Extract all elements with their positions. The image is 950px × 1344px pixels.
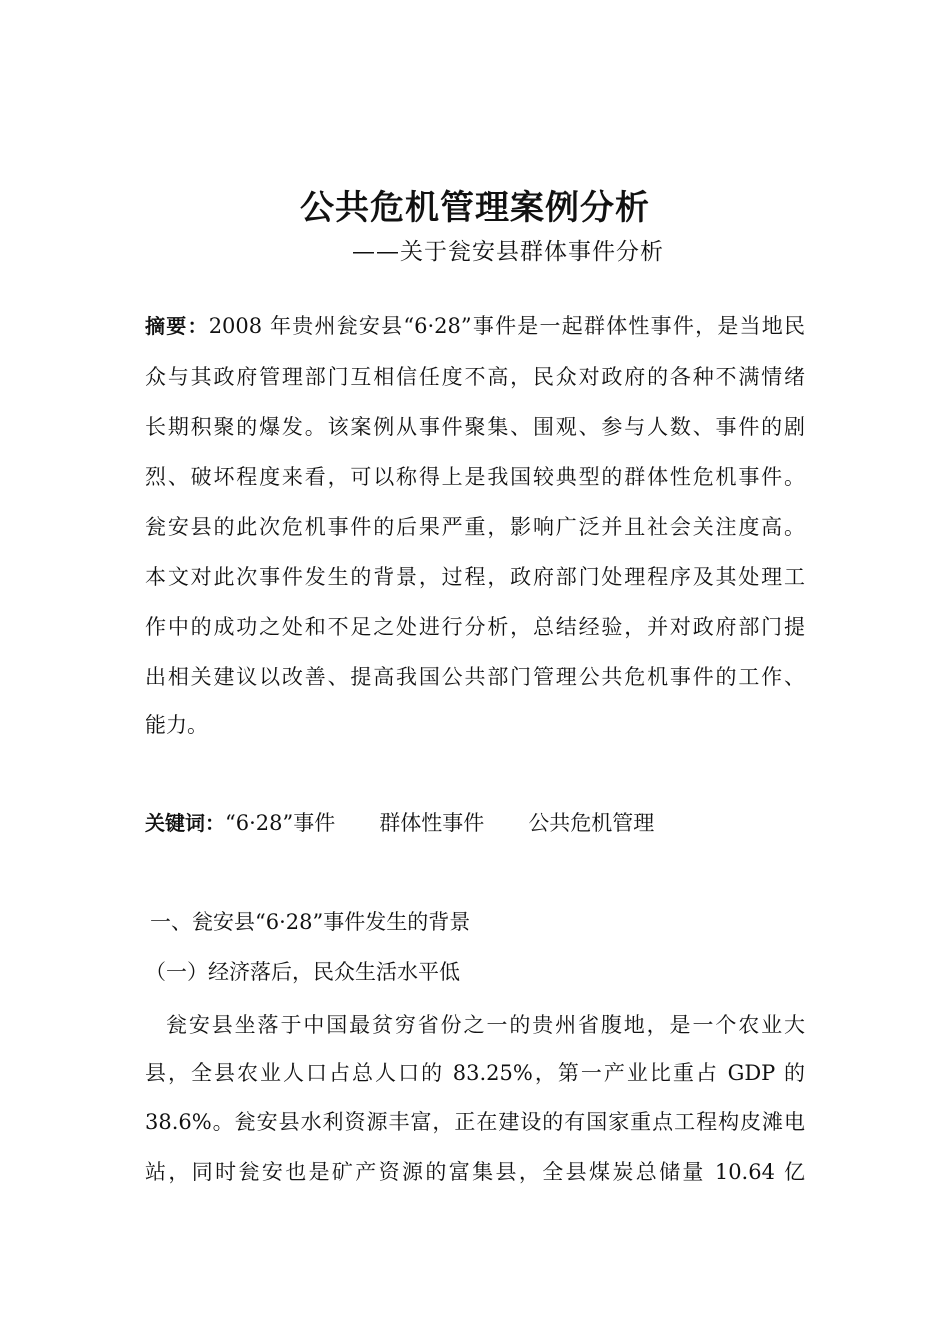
abstract-line: 出相关建议以改善、提高我国公共部门管理公共危机事件的工作、 bbox=[145, 665, 805, 689]
keyword-item: “6·28”事件 bbox=[225, 811, 336, 835]
keyword-item: 公共危机管理 bbox=[528, 811, 655, 835]
paragraph-line: 县，全县农业人口占总人口的 83.25%，第一产业比重占 GDP 的 bbox=[145, 1061, 805, 1085]
keyword-item: 群体性事件 bbox=[379, 811, 485, 835]
section-subheading: （一）经济落后，民众生活水平低 bbox=[145, 960, 460, 984]
paragraph-line: 站，同时瓮安也是矿产资源的富集县，全县煤炭总储量 10.64 亿 bbox=[145, 1160, 805, 1184]
abstract-line: 众与其政府管理部门互相信任度不高，民众对政府的各种不满情绪 bbox=[145, 365, 805, 389]
paragraph-line: 38.6%。瓮安县水利资源丰富，正在建设的有国家重点工程构皮滩电 bbox=[145, 1110, 805, 1134]
keywords-label: 关键词： bbox=[145, 811, 225, 835]
keywords-line bbox=[145, 808, 805, 838]
abstract-line: 瓮安县的此次危机事件的后果严重，影响广泛并且社会关注度高。 bbox=[145, 515, 805, 539]
abstract-line: 烈、破坏程度来看，可以称得上是我国较典型的群体性危机事件。 bbox=[145, 465, 805, 489]
section-heading: 一、瓮安县“6·28”事件发生的背景 bbox=[150, 910, 471, 934]
abstract-line: 作中的成功之处和不足之处进行分析，总结经验，并对政府部门提 bbox=[145, 615, 805, 639]
document-title: 公共危机管理案例分析 bbox=[300, 188, 650, 228]
abstract-text: 2008 年贵州瓮安县“6·28”事件是一起群体性事件，是当地民 bbox=[208, 314, 805, 338]
abstract-line bbox=[145, 311, 805, 341]
paragraph-line: 瓮安县坐落于中国最贫穷省份之一的贵州省腹地，是一个农业大 bbox=[166, 1013, 805, 1037]
document-subtitle: ——关于瓮安县群体事件分析 bbox=[352, 239, 664, 265]
abstract-line: 能力。 bbox=[145, 713, 208, 737]
abstract-line: 长期积聚的爆发。该案例从事件聚集、围观、参与人数、事件的剧 bbox=[145, 415, 805, 439]
abstract-line: 本文对此次事件发生的背景，过程，政府部门处理程序及其处理工 bbox=[145, 565, 805, 589]
abstract-label: 摘要： bbox=[145, 314, 209, 338]
